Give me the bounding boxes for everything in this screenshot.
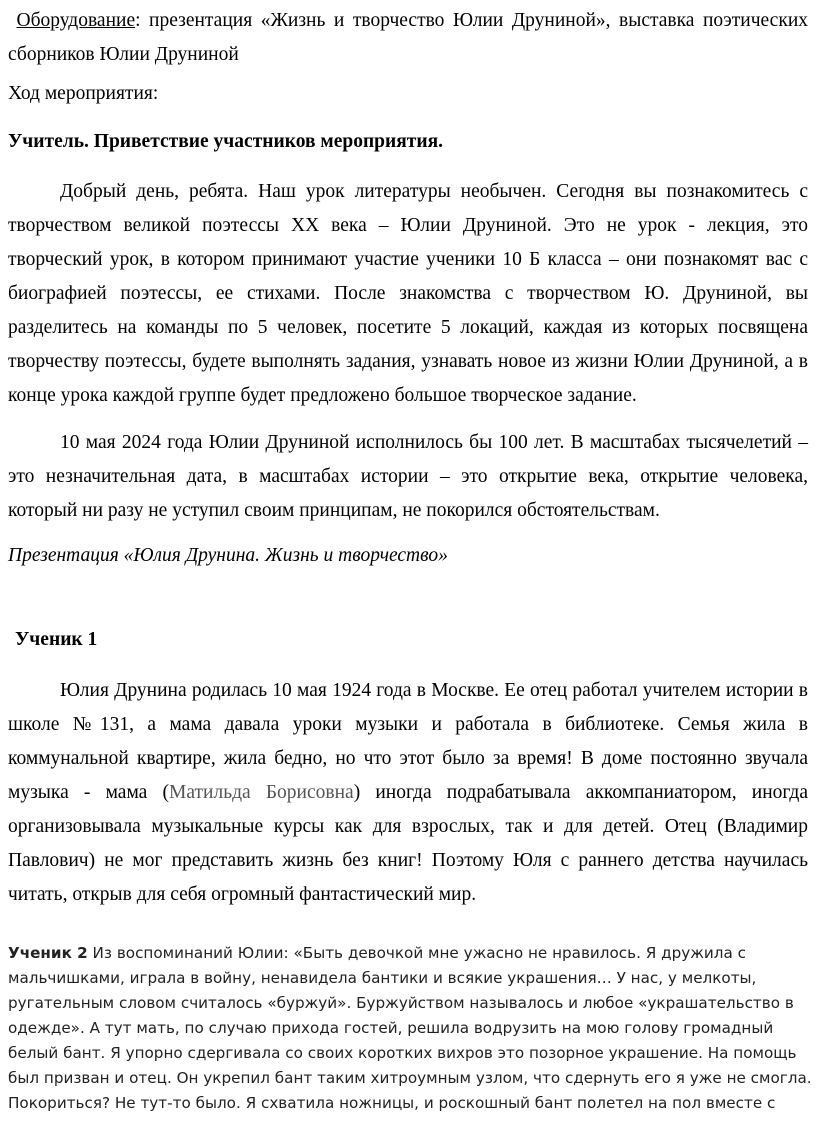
- student1-mother-name: Матильда Борисовна: [169, 782, 354, 803]
- presentation-title: Презентация «Юлия Друнина. Жизнь и творчество»: [8, 545, 448, 566]
- student2-label: Ученик 2: [8, 944, 88, 962]
- student1-heading: Ученик 1: [15, 629, 98, 650]
- student2-text: Из воспоминаний Юлии: «Быть девочкой мне ужасно не нравилось. Я дружила с мальчишками, играла в войну, ненавидела бантики и всякие украшения… У нас, у мелкоты, ругательным словом считалось «буржуй». Буржуйством называлось и любое «украшательство в одежде». А тут мать, по случаю прихода гостей, решила водрузить на мою голову громадный белый бант. Я упорно сдергивала со своих коротких вихров это позорное украшение. На помощь был призван и отец. Он укрепил бант таким хитроумным узлом, что сдернуть его я уже не смогла. Покориться? Не тут-то было. Я схватила ножницы, и роскошный бант полетел на пол вместе с: [8, 944, 812, 1112]
- teacher-heading: Учитель. Приветствие участников мероприятия.: [8, 131, 444, 152]
- student1-paragraph: [8, 674, 808, 912]
- equipment-paragraph: [8, 4, 808, 72]
- equipment-label: Оборудование: [16, 10, 136, 31]
- student2-paragraph: [8, 941, 814, 1116]
- event-progress-label: Ход мероприятия:: [8, 83, 159, 104]
- teacher-paragraph-2: 10 мая 2024 года Юлии Друниной исполнилось бы 100 лет. В масштабах тысячелетий – это незначительная дата, в масштабах истории – это открытие века, открытие человека, который ни разу не уступил своим принципам, не покорился обстоятельствам.: [8, 432, 808, 521]
- equipment-text: : презентация «Жизнь и творчество Юлии Друниной», выставка поэтических сборников Юлии Друниной: [8, 10, 808, 65]
- student1-text-a: Юлия Друнина родилась 10 мая 1924 года в Москве. Ее отец работал учителем истории в школе №131, а мама давала уроки музыки и работала в библиотеке. Семья жила в коммунальной квартире, жила бедно, но что этот было за время! В доме постоянно звучала музыка - мама (: [8, 680, 808, 803]
- student1-text-b: ) иногда подрабатывала аккомпаниатором, иногда организовывала музыкальные курсы как для взрослых, так и для детей. Отец (Владимир Павлович) не мог представить жизнь без книг! Поэтому Юля с раннего детства научилась читать, открыв для себя огромный фантастический мир.: [8, 782, 808, 905]
- teacher-paragraph-1: Добрый день, ребята. Наш урок литературы необычен. Сегодня вы познакомитесь с творчеством великой поэтессы XX века – Юлии Друниной. Это не урок - лекция, это творческий урок, в котором принимают участие ученики 10 Б класса – они познакомят вас с биографией поэтессы, ее стихами. После знакомства с творчеством Ю. Друниной, вы разделитесь на команды по 5 человек, посетите 5 локаций, каждая из которых посвящена творчеству поэтессы, будете выполнять задания, узнавать новое из жизни Юлии Друниной, а в конце урока каждой группе будет предложено большое творческое задание.: [8, 181, 808, 406]
